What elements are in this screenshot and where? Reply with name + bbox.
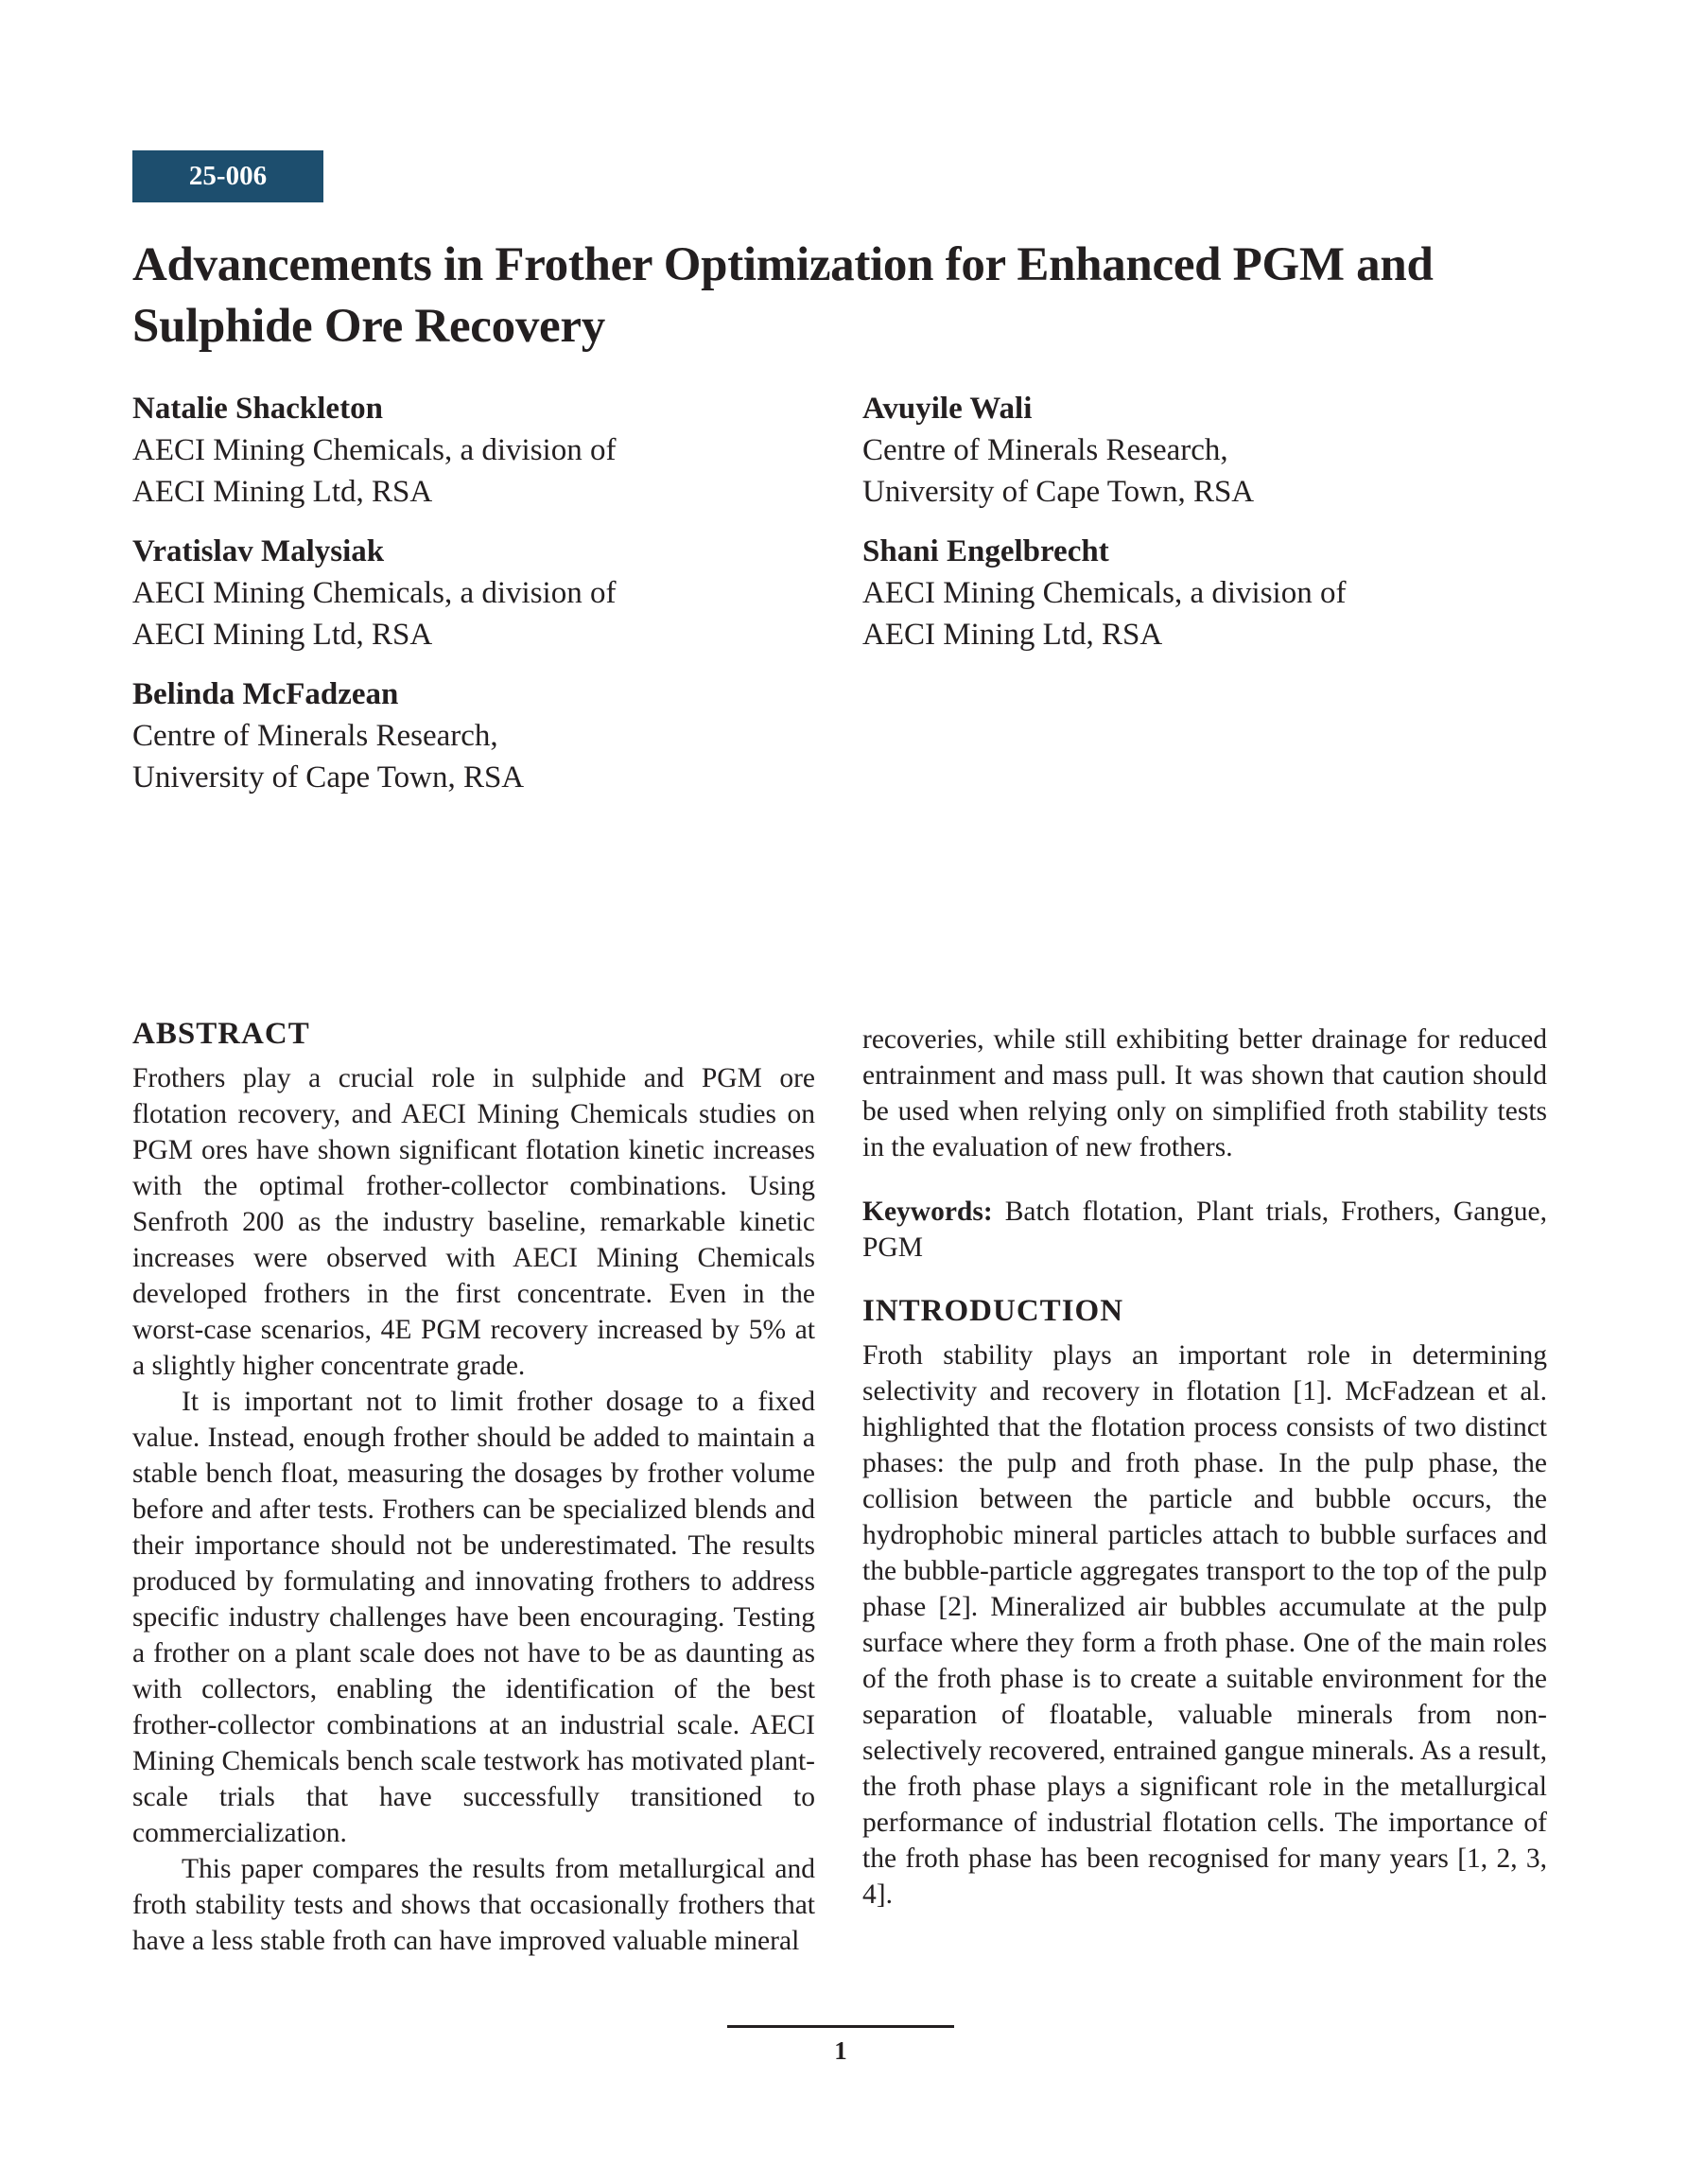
- author-name: Avuyile Wali: [862, 392, 1033, 426]
- abstract-heading: ABSTRACT: [132, 1017, 310, 1051]
- author-name: Natalie Shackleton: [132, 392, 383, 426]
- author-name: Shani Engelbrecht: [862, 534, 1109, 568]
- author-name: Belinda McFadzean: [132, 677, 399, 711]
- abstract-continuation: [862, 1022, 1547, 1165]
- abstract-paragraph: This paper compares the results from metallurgical and froth stability tests and shows that occasionally frothers that have a less stable froth can have improved valuable mineral: [132, 1854, 815, 1956]
- author-name: Vratislav Malysiak: [132, 534, 385, 568]
- introduction-body: [862, 1337, 1547, 1913]
- abstract-paragraph: Frothers play a crucial role in sulphide and PGM ore flotation recovery, and AECI Mining Chemicals studies on PGM ores have shown significant flotation kinetic increases with the optimal frother-collector combinations. Using Senfroth 200 as the industry baseline, remarkable kinetic increases were observed with AECI Mining Chemicals developed frothers in the first concentrate. Even in the worst-case scenarios, 4E PGM recovery increased by 5% at a slightly higher concentrate grade.: [132, 1063, 815, 1381]
- keywords-line: [862, 1194, 1547, 1266]
- footer-rule: [727, 2025, 954, 2028]
- author-affiliation: Centre of Minerals Research, University of Cape Town, RSA: [132, 719, 525, 795]
- author-block: [132, 673, 813, 798]
- introduction-paragraph: Froth stability plays an important role in determining selectivity and recovery in flotation [1]. McFadzean et al. highlighted that the flotation process consists of two distinct phases: the pulp and froth phase. In the pulp phase, the collision between the particle and bubble occurs, the hydrophobic mineral particles attach to bubble surfaces and the bubble-particle aggregates transport to the top of the pulp phase [2]. Mineralized air bubbles accumulate at the pulp surface where they form a froth phase. One of the main roles of the froth phase is to create a suitable environment for the separation of floatable, valuable minerals from non-selectively recovered, entrained gangue minerals. As a result, the froth phase plays a significant role in the metallurgical performance of industrial flotation cells. The importance of the froth phase has been recognised for many years [1, 2, 3, 4].: [862, 1340, 1547, 1910]
- keywords-label: Keywords:: [862, 1197, 993, 1227]
- keywords-text: Batch flotation, Plant trials, Frothers, Gangue, PGM: [862, 1197, 1548, 1263]
- author-affiliation: Centre of Minerals Research, University of Cape Town, RSA: [862, 433, 1255, 509]
- author-affiliation: AECI Mining Chemicals, a division of AECI Mining Ltd, RSA: [132, 433, 617, 509]
- paper-title: Advancements in Frother Optimization for Enhanced PGM and Sulphide Ore Recovery: [132, 238, 1434, 353]
- abstract-body: [132, 1060, 815, 1959]
- author-affiliation: AECI Mining Chemicals, a division of AECI Mining Ltd, RSA: [132, 576, 617, 652]
- abstract-paragraph-continued: recoveries, while still exhibiting better drainage for reduced entrainment and mass pull. It was shown that caution should be used when relying only on simplified froth stability tests in the evaluation of new frothers.: [862, 1024, 1547, 1162]
- introduction-heading: INTRODUCTION: [862, 1294, 1124, 1328]
- author-block: [132, 388, 813, 513]
- author-affiliation: AECI Mining Chemicals, a division of AECI Mining Ltd, RSA: [862, 576, 1347, 652]
- author-block: [862, 531, 1543, 655]
- page-number: 1: [834, 2036, 847, 2065]
- paper-id-badge: 25-006: [132, 150, 323, 202]
- author-block: [132, 531, 813, 655]
- author-block: [862, 388, 1543, 513]
- abstract-paragraph: It is important not to limit frother dosage to a fixed value. Instead, enough frother should be added to maintain a stable bench float, measuring the dosages by frother volume before and after tests. Frothers can be specialized blends and their importance should not be underestimated. The results produced by formulating and innovating frothers to address specific industry challenges have been encouraging. Testing a frother on a plant scale does not have to be as daunting as with collectors, enabling the identification of the best frother-collector combinations at an industrial scale. AECI Mining Chemicals bench scale testwork has motivated plant-scale trials that have successfully transitioned to commercialization.: [132, 1387, 815, 1848]
